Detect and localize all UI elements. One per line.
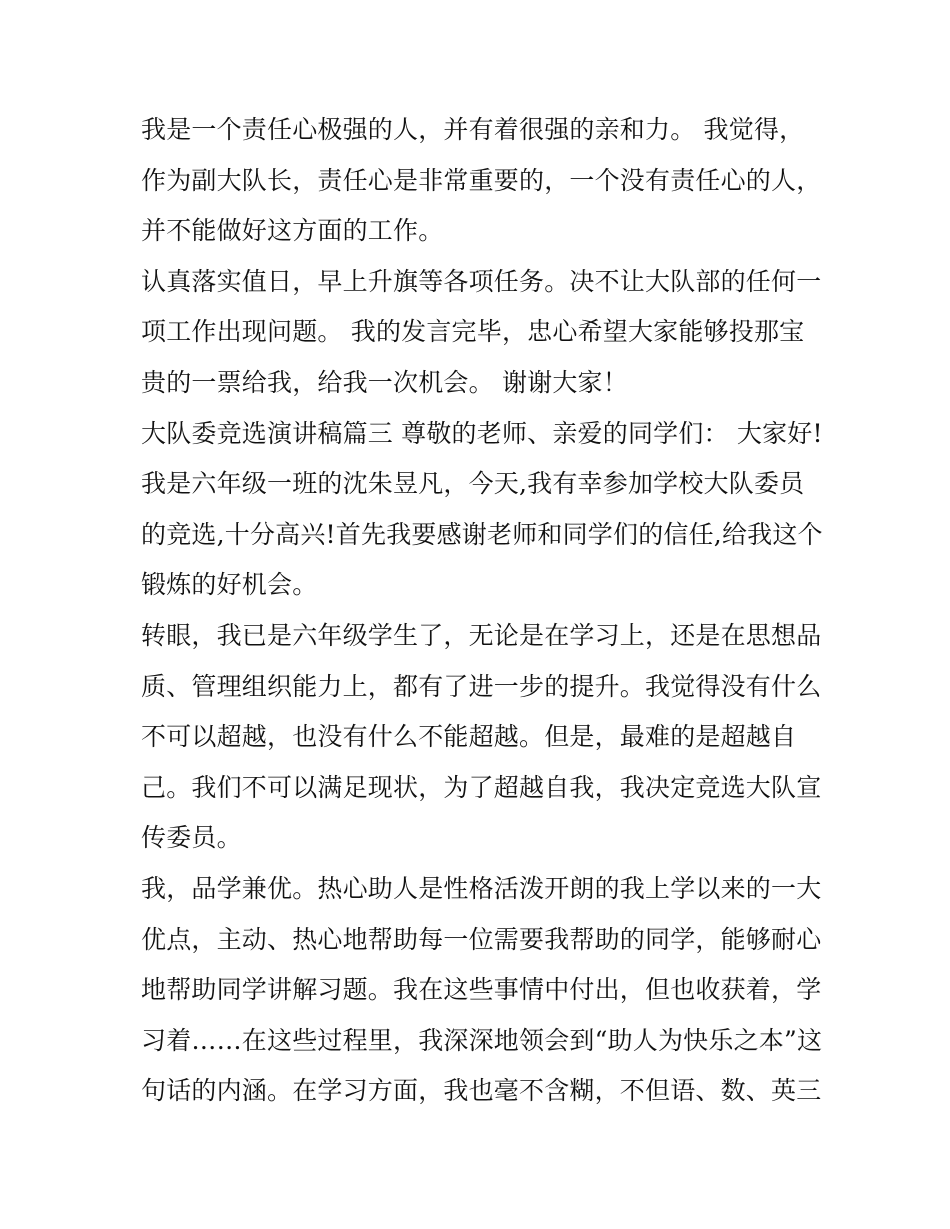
text-line: 并不能做好这方面的工作。 bbox=[141, 216, 444, 246]
text-line: 传委员。 bbox=[141, 823, 242, 853]
text-line: 质、管理组织能力上，都有了进一步的提升。我觉得没有什么 bbox=[141, 671, 822, 701]
document-body bbox=[141, 105, 821, 1117]
text-line: 不可以超越，也没有什么不能超越。但是，最难的是超越自 bbox=[141, 722, 797, 752]
text-line: 句话的内涵。在学习方面，我也毫不含糊，不但语、数、英三 bbox=[141, 1076, 822, 1106]
text-line: 我，品学兼优。热心助人是性格活泼开朗的我上学以来的一大 bbox=[141, 873, 822, 903]
text-line: 贵的一票给我，给我一次机会。 谢谢大家！ bbox=[141, 367, 628, 397]
text-line: 作为副大队长，责任心是非常重要的，一个没有责任心的人， bbox=[141, 165, 822, 195]
paragraph-closing bbox=[141, 257, 821, 409]
text-line: 习着……在这些过程里，我深深地领会到“助人为快乐之本”这 bbox=[141, 1025, 823, 1055]
text-line: 我是一个责任心极强的人，并有着很强的亲和力。 我觉得， bbox=[141, 115, 805, 144]
text-line: 地帮助同学讲解习题。我在这些事情中付出，但也收获着，学 bbox=[141, 975, 822, 1005]
paragraph-sixth-grade bbox=[141, 611, 821, 864]
text-line: 转眼，我已是六年级学生了，无论是在学习上，还是在思想品 bbox=[141, 620, 822, 650]
text-line: 己。我们不可以满足现状，为了超越自我，我决定竞选大队宣 bbox=[141, 772, 822, 802]
paragraph-helpful bbox=[141, 864, 821, 1117]
text-line: 大队委竞选演讲稿篇三 尊敬的老师、亲爱的同学们： 大家好! bbox=[141, 418, 823, 448]
text-line: 我是六年级一班的沈朱昱凡，今天,我有幸参加学校大队委员 bbox=[141, 469, 805, 499]
text-line: 优点，主动、热心地帮助每一位需要我帮助的同学，能够耐心 bbox=[141, 924, 822, 954]
text-line: 的竞选,十分高兴!首先我要感谢老师和同学们的信任,给我这个 bbox=[141, 519, 823, 549]
text-line: 锻炼的好机会。 bbox=[141, 570, 318, 600]
text-line: 项工作出现问题。 我的发言完毕，忠心希望大家能够投那宝 bbox=[141, 317, 805, 347]
paragraph-responsibility bbox=[141, 105, 821, 257]
paragraph-speech-three-intro bbox=[141, 409, 821, 611]
text-line: 认真落实值日，早上升旗等各项任务。决不让大队部的任何一 bbox=[141, 266, 822, 296]
